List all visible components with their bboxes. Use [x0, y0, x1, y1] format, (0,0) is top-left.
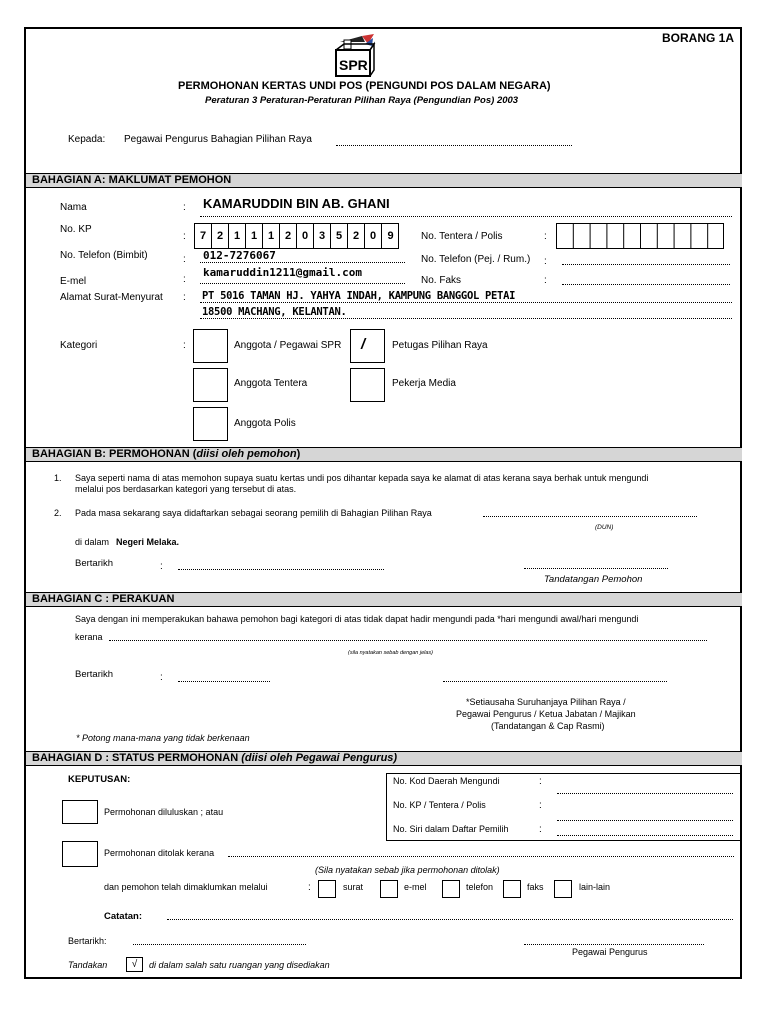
notify-telefon-checkbox[interactable] — [442, 880, 460, 898]
section-d-heading — [26, 751, 742, 766]
b-signature-label: Tandatangan Pemohon — [544, 574, 643, 585]
item-1-line-1: Saya seperti nama di atas memohon supaya suatu kertas undi pos dihantar kepada saya ke alamat di atas kerana saya berhak untuk mengundi — [75, 473, 649, 483]
email-colon: : — [183, 274, 186, 285]
category-petugas-label: Petugas Pilihan Raya — [392, 340, 488, 351]
kp-digit: 0 — [365, 224, 382, 248]
tentera-colon: : — [544, 231, 547, 242]
notify-emel-label: e-mel — [404, 882, 427, 892]
c-line-1: Saya dengan ini memperakukan bahawa pemohon bagi kategori di atas tidak dapat hadir mengundi pada *hari mengundi awal/hari mengundi — [75, 614, 639, 624]
fax-colon: : — [544, 275, 547, 286]
tentera-label: No. Tentera / Polis — [421, 231, 503, 242]
c-date-colon: : — [160, 672, 163, 683]
c-signer-line-3: (Tandatangan & Cap Rasmi) — [491, 721, 605, 731]
kp-digit: 2 — [212, 224, 229, 248]
kod-colon: : — [539, 776, 542, 787]
section-c-heading: BAHAGIAN C : PERAKUAN — [26, 592, 742, 607]
form-subtitle: Peraturan 3 Peraturan-Peraturan Pilihan Raya (Pengundian Pos) 2003 — [205, 95, 519, 106]
d-kp-label: No. KP / Tentera / Polis — [393, 800, 486, 810]
address-colon: : — [183, 292, 186, 303]
c-signer-line-1: *Setiausaha Suruhanjaya Pilihan Raya / — [466, 697, 626, 707]
rejected-label: Permohonan ditolak kerana — [104, 848, 215, 858]
to-text: Pegawai Pengurus Bahagian Pilihan Raya — [124, 134, 312, 145]
notify-lain-label: lain-lain — [579, 882, 611, 892]
kp-digit: 7 — [195, 224, 212, 248]
kod-label: No. Kod Daerah Mengundi — [393, 776, 500, 786]
phone-line — [200, 262, 405, 263]
kp-digit: 2 — [280, 224, 297, 248]
item-2-number: 2. — [54, 508, 62, 518]
section-b-heading-end: ) — [296, 448, 301, 460]
section-d-heading-italic: (diisi oleh Pegawai Pengurus) — [241, 752, 398, 764]
item-1-number: 1. — [54, 473, 62, 483]
dun-label: (DUN) — [595, 524, 614, 531]
name-line — [200, 216, 732, 217]
kp-digit: 1 — [229, 224, 246, 248]
rejected-reason-field[interactable] — [228, 856, 734, 857]
kod-field[interactable] — [557, 793, 733, 794]
c-date-field[interactable] — [178, 681, 270, 682]
name-colon: : — [183, 202, 186, 213]
checkbox-media[interactable] — [350, 368, 385, 402]
checkbox-polis[interactable] — [193, 407, 228, 441]
c-reason-field[interactable] — [109, 640, 707, 641]
section-b-heading-italic: diisi oleh pemohon — [196, 448, 297, 460]
notes-field[interactable] — [167, 919, 733, 920]
dun-field[interactable] — [483, 516, 697, 517]
tentera-boxes[interactable] — [556, 223, 724, 249]
officer-signature-field[interactable] — [524, 944, 704, 945]
category-colon: : — [183, 340, 186, 351]
b-date-label: Bertarikh — [75, 558, 114, 569]
office-phone-colon: : — [544, 256, 547, 267]
section-a-heading: BAHAGIAN A: MAKLUMAT PEMOHON — [26, 173, 742, 188]
kp-digit: 1 — [263, 224, 280, 248]
d-kp-colon: : — [539, 800, 542, 811]
c-line-2: kerana — [75, 632, 103, 642]
email-value[interactable]: kamaruddin1211@gmail.com — [203, 266, 362, 279]
kp-digit: 1 — [246, 224, 263, 248]
category-media-label: Pekerja Media — [392, 378, 456, 389]
item-1-line-2: melalui pos berdasarkan kategori yang tersebut di atas. — [75, 484, 297, 494]
c-signer-line-2: Pegawai Pengurus / Ketua Jabatan / Majikan — [456, 709, 636, 719]
notify-emel-checkbox[interactable] — [380, 880, 398, 898]
item-2-text: Pada masa sekarang saya didaftarkan sebagai seorang pemilih di Bahagian Pilihan Raya — [75, 508, 432, 518]
phone-colon: : — [183, 254, 186, 265]
mark-prefix: Tandakan — [68, 960, 108, 970]
state-value: Negeri Melaka. — [116, 537, 180, 547]
c-date-label: Bertarikh — [75, 669, 114, 680]
d-kp-field[interactable] — [557, 820, 733, 821]
phone-value[interactable]: 012-7276067 — [203, 249, 276, 262]
email-line — [200, 283, 405, 284]
section-d-heading-text: BAHAGIAN D : STATUS PERMOHONAN — [32, 752, 242, 764]
form-title: PERMOHONAN KERTAS UNDI POS (PENGUNDI POS DALAM NEGARA) — [178, 80, 551, 92]
c-footnote: * Potong mana-mana yang tidak berkenaan — [76, 733, 250, 743]
approved-checkbox[interactable] — [62, 800, 98, 824]
petugas-check-mark: / — [361, 336, 366, 353]
notes-label: Catatan: — [104, 911, 143, 922]
checkbox-spr[interactable] — [193, 329, 228, 363]
section-b-heading-text: BAHAGIAN B: PERMOHONAN ( — [32, 448, 197, 460]
address-line-2[interactable]: 18500 MACHANG, KELANTAN. — [202, 306, 347, 318]
notified-colon: : — [308, 882, 311, 893]
c-signature-field[interactable] — [443, 681, 667, 682]
address-line-1[interactable]: PT 5016 TAMAN HJ. YAHYA INDAH, KAMPUNG BANGGOL PETAI — [202, 290, 516, 302]
siri-field[interactable] — [557, 835, 733, 836]
siri-label: No. Siri dalam Daftar Pemilih — [393, 824, 509, 834]
kp-boxes[interactable] — [194, 223, 399, 249]
notify-lain-checkbox[interactable] — [554, 880, 572, 898]
notify-telefon-label: telefon — [466, 882, 494, 892]
notify-surat-checkbox[interactable] — [318, 880, 336, 898]
logo-text: SPR — [339, 57, 368, 73]
fax-label: No. Faks — [421, 275, 462, 286]
kp-digit: 3 — [314, 224, 331, 248]
kp-digit: 5 — [331, 224, 348, 248]
fax-field[interactable] — [562, 284, 730, 285]
state-prefix: di dalam — [75, 537, 110, 547]
phone-label: No. Telefon (Bimbit) — [60, 250, 148, 261]
address-line-1-dots — [200, 302, 732, 303]
to-field[interactable] — [336, 145, 572, 146]
name-value[interactable]: KAMARUDDIN BIN AB. GHANI — [203, 196, 390, 211]
tick-icon: √ — [131, 959, 138, 970]
notify-surat-label: surat — [343, 882, 364, 892]
officer-label: Pegawai Pengurus — [572, 947, 648, 957]
kp-digit: 2 — [348, 224, 365, 248]
to-label: Kepada: — [68, 134, 106, 145]
category-spr-label: Anggota / Pegawai SPR — [234, 340, 342, 351]
b-signature-field[interactable] — [524, 568, 668, 569]
d-date-label: Bertarikh: — [68, 936, 107, 946]
spr-logo — [332, 32, 376, 78]
notified-label: dan pemohon telah dimaklumkan melalui — [104, 882, 268, 892]
notify-faks-checkbox[interactable] — [503, 880, 521, 898]
checkbox-petugas[interactable] — [350, 329, 385, 363]
b-date-field[interactable] — [178, 569, 384, 570]
decision-label: KEPUTUSAN: — [68, 774, 131, 785]
category-tentera-label: Anggota Tentera — [234, 378, 308, 389]
name-label: Nama — [60, 202, 87, 213]
checkbox-tentera[interactable] — [193, 368, 228, 402]
rejected-checkbox[interactable] — [62, 841, 98, 867]
email-label: E-mel — [60, 276, 87, 287]
approved-label: Permohonan diluluskan ; atau — [104, 807, 224, 817]
address-line-2-dots — [200, 318, 732, 319]
kp-colon: : — [183, 231, 186, 242]
kp-label: No. KP — [60, 224, 92, 235]
office-phone-label: No. Telefon (Pej. / Rum.) — [421, 254, 531, 265]
d-date-field[interactable] — [133, 944, 306, 945]
form-code: BORANG 1A — [662, 31, 735, 45]
c-reason-note: (sila nyatakan sebab dengan jelas) — [348, 650, 434, 656]
address-label: Alamat Surat-Menyurat — [60, 292, 163, 303]
siri-colon: : — [539, 824, 542, 835]
mark-example-box — [126, 957, 143, 972]
notify-faks-label: faks — [527, 882, 544, 892]
mark-suffix: di dalam salah satu ruangan yang disediakan — [149, 960, 330, 970]
category-label: Kategori — [60, 340, 98, 351]
kp-digit: 0 — [297, 224, 314, 248]
reject-note: (Sila nyatakan sebab jika permohonan ditolak) — [315, 865, 500, 875]
office-phone-field[interactable] — [562, 264, 730, 265]
kp-digit: 9 — [387, 230, 394, 242]
b-date-colon: : — [160, 561, 163, 572]
section-b-heading — [26, 447, 742, 462]
category-polis-label: Anggota Polis — [234, 418, 296, 429]
